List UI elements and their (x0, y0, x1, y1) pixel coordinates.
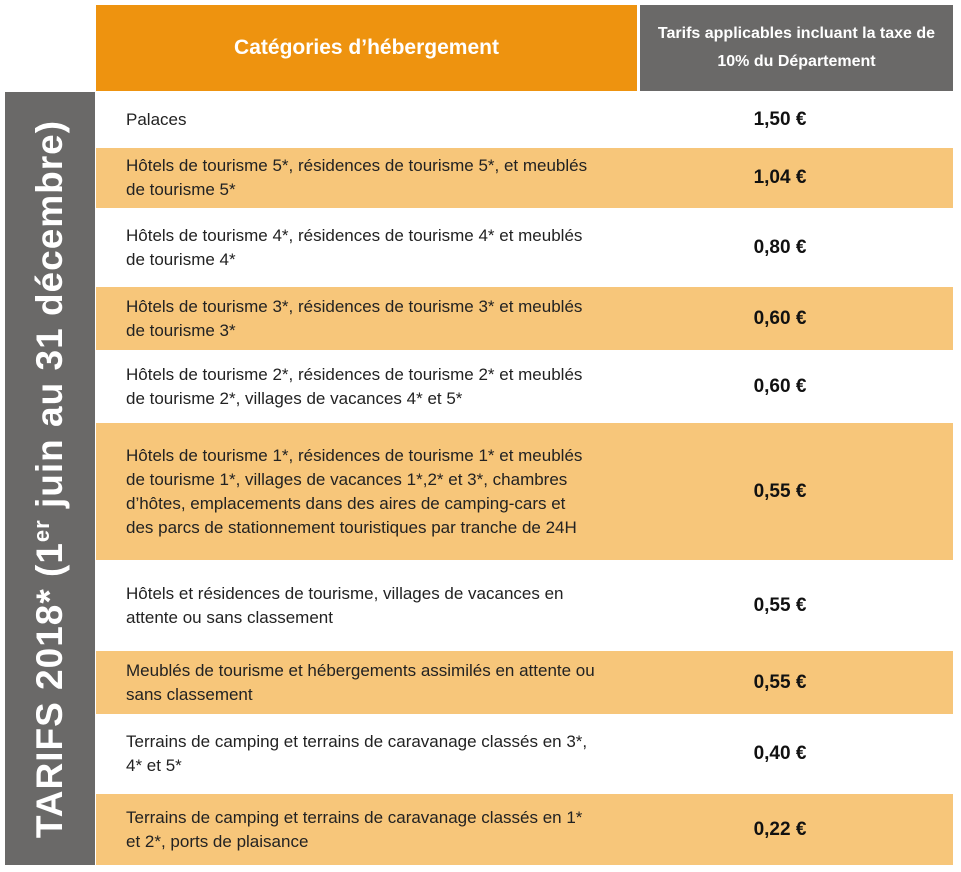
price-cell: 0,55 € (753, 480, 807, 502)
price-cell: 0,80 € (753, 236, 807, 258)
price-cell: 0,60 € (753, 307, 807, 329)
table-row (96, 561, 953, 650)
table-row (96, 794, 953, 865)
side-banner-label (29, 119, 71, 837)
category-cell: Hôtels de tourisme 1*, résidences de tourisme 1* et meublés de tourisme 1*, villages de vacances 1*,2* et 3*, chambres d’hôtes, emplacements dans des aires de camping-cars et des parcs de stationnement touristiques par tranche de 24H (126, 445, 583, 537)
price-cell: 1,04 € (753, 167, 807, 188)
side-banner (5, 92, 95, 865)
table-row (96, 715, 953, 793)
category-cell: Terrains de camping et terrains de caravanage classés en 3*, 4* et 5* (126, 732, 588, 775)
category-cell: Hôtels de tourisme 4*, résidences de tourisme 4* et meublés de tourisme 4* (126, 225, 583, 269)
price-cell: 0,22 € (753, 818, 807, 840)
side-label-prefix: TARIFS 2018* (1 (29, 541, 71, 838)
category-cell: Hôtels de tourisme 3*, résidences de tourisme 3* et meublés de tourisme 3* (126, 296, 583, 340)
table-row (96, 148, 953, 208)
category-cell: Hôtels de tourisme 5*, résidences de tourisme 5*, et meublés de tourisme 5* (126, 156, 588, 199)
price-cell: 0,60 € (753, 375, 807, 397)
category-header: Catégories d’hébergement (96, 5, 637, 91)
price-cell: 0,55 € (753, 594, 807, 616)
category-cell: Hôtels de tourisme 2*, résidences de tourisme 2* et meublés de tourisme 2*, villages de vacances 4* et 5* (126, 364, 583, 408)
price-cell: 0,55 € (753, 671, 807, 693)
price-header-label: Tarifs applicables incluant la taxe de 10% du Département (657, 25, 936, 70)
category-cell: Meublés de tourisme et hébergements assimilés en attente ou sans classement (126, 660, 595, 704)
category-cell: Palaces (126, 109, 187, 129)
price-header (640, 5, 953, 91)
table-row (96, 287, 953, 350)
table-row (96, 651, 953, 714)
price-cell: 1,50 € (753, 108, 807, 130)
table-row (96, 209, 953, 286)
category-cell: Hôtels et résidences de tourisme, villages de vacances en attente ou sans classement (126, 583, 564, 627)
side-label-suffix: juin au 31 décembre) (29, 119, 71, 519)
side-label-sup: er (28, 518, 54, 542)
table-row (96, 351, 953, 422)
category-cell: Terrains de camping et terrains de caravanage classés en 1* et 2*, ports de plaisance (126, 807, 583, 851)
table-row (96, 423, 953, 560)
table-row (96, 92, 953, 147)
price-cell: 0,40 € (753, 743, 807, 764)
